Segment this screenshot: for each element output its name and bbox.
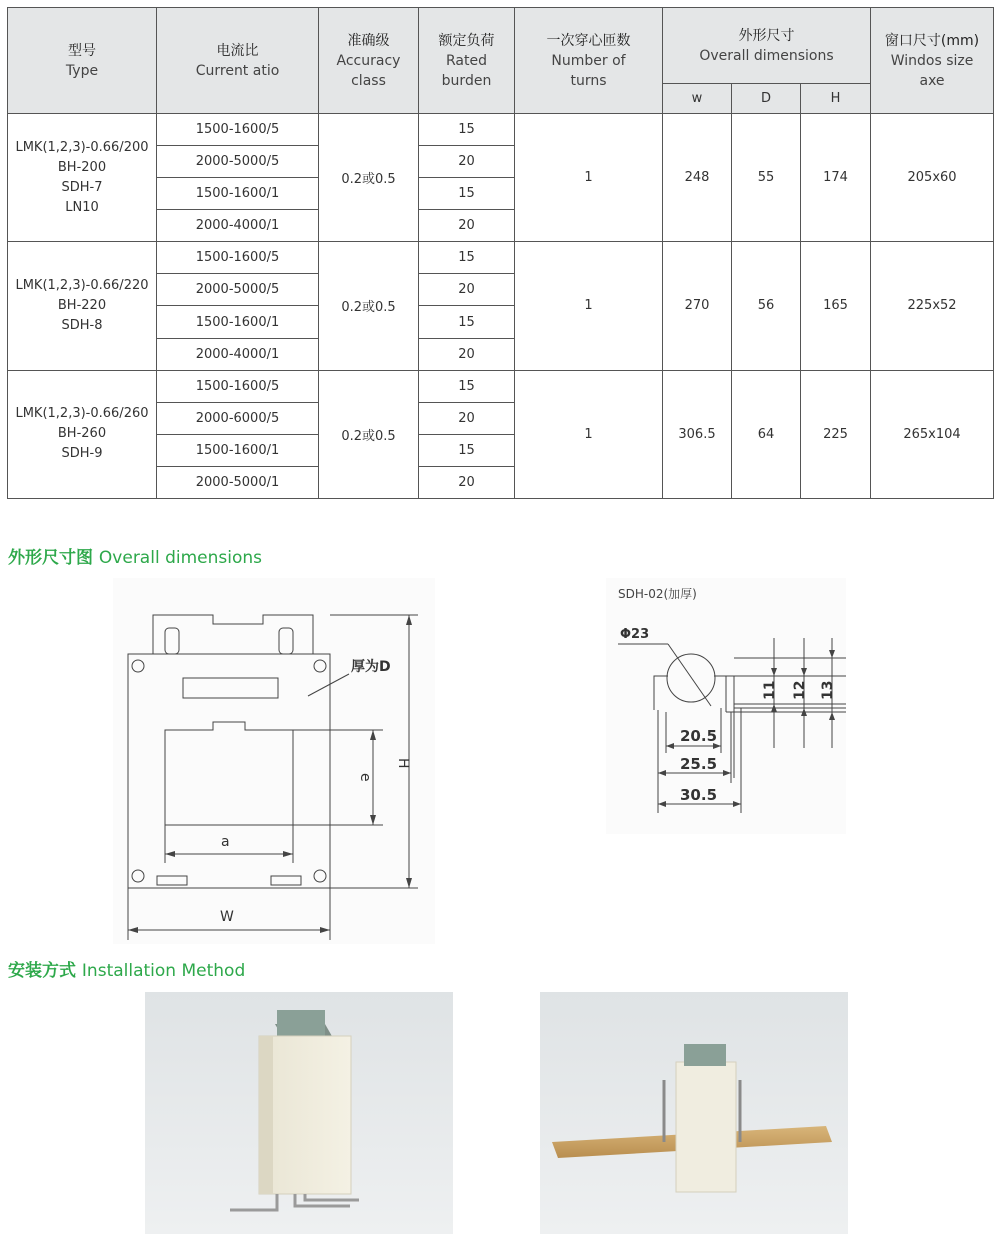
burden-cell: 20 [419,146,515,178]
d-cell: 56 [732,242,801,370]
type-cell: LMK(1,2,3)-0.66/200 BH-200 SDH-7 LN10 [8,114,157,242]
type-cell: LMK(1,2,3)-0.66/260 BH-260 SDH-9 [8,370,157,498]
burden-cell: 20 [419,274,515,306]
burden-cell: 15 [419,370,515,402]
ratio-cell: 2000-6000/5 [157,402,319,434]
h-cell: 225 [801,370,871,498]
turns-cell: 1 [515,242,663,370]
burden-cell: 20 [419,402,515,434]
header-w: w [663,84,732,114]
header-h: H [801,84,871,114]
turns-cell: 1 [515,370,663,498]
header-turns: 一次穿心匝数 Number of turns [515,8,663,114]
ratio-cell: 1500-1600/1 [157,178,319,210]
type-cell: LMK(1,2,3)-0.66/220 BH-220 SDH-8 [8,242,157,370]
ratio-cell: 1500-1600/5 [157,114,319,146]
front-view-drawing [113,578,435,944]
dim-30-5: 30.5 [680,786,718,804]
height-label: H [395,758,411,769]
ratio-cell: 2000-5000/1 [157,466,319,498]
w-cell: 248 [663,114,732,242]
dim-12: 12 [792,680,808,700]
installation-photo-busbar-mount [540,992,848,1234]
ratio-cell: 2000-5000/5 [157,274,319,306]
dim-13: 13 [820,680,836,700]
header-d: D [732,84,801,114]
burden-cell: 20 [419,210,515,242]
h-cell: 165 [801,242,871,370]
turns-cell: 1 [515,114,663,242]
a-label: a [221,834,230,850]
ratio-cell: 1500-1600/1 [157,306,319,338]
ratio-cell: 1500-1600/1 [157,434,319,466]
window-cell: 265x104 [871,370,994,498]
installation-section-title: 安装方式 Installation Method [8,961,246,981]
table-row [8,242,994,274]
burden-cell: 20 [419,338,515,370]
d-cell: 55 [732,114,801,242]
header-type: 型号 Type [8,8,157,114]
burden-cell: 15 [419,178,515,210]
dim-11: 11 [762,680,778,700]
accuracy-cell: 0.2或0.5 [319,114,419,242]
window-cell: 225x52 [871,242,994,370]
w-cell: 306.5 [663,370,732,498]
table-row [8,370,994,402]
width-label: W [220,909,234,925]
accuracy-cell: 0.2或0.5 [319,370,419,498]
installation-photo-terminal-mount [145,992,453,1234]
dim-20-5: 20.5 [680,727,718,745]
burden-cell: 15 [419,114,515,146]
diameter-label: Φ23 [620,627,650,642]
sdh-02-section-drawing [606,578,846,834]
w-cell: 270 [663,242,732,370]
header-accuracy: 准确级 Accuracy class [319,8,419,114]
burden-cell: 15 [419,242,515,274]
ratio-cell: 1500-1600/5 [157,242,319,274]
ratio-cell: 1500-1600/5 [157,370,319,402]
accuracy-cell: 0.2或0.5 [319,242,419,370]
header-current-ratio: 电流比 Current atio [157,8,319,114]
burden-cell: 15 [419,434,515,466]
burden-cell: 20 [419,466,515,498]
spec-table [7,7,994,499]
header-window-size: 窗口尺寸(mm) Windos size axe [871,8,994,114]
burden-cell: 15 [419,306,515,338]
h-cell: 174 [801,114,871,242]
table-row [8,114,994,146]
ratio-cell: 2000-4000/1 [157,338,319,370]
header-overall-dimensions: 外形尺寸 Overall dimensions [663,8,871,84]
ratio-cell: 2000-5000/5 [157,146,319,178]
dimensions-section-title: 外形尺寸图 Overall dimensions [8,548,262,568]
e-label: e [357,773,373,782]
thickness-label: 厚为D [351,659,391,675]
dim-25-5: 25.5 [680,755,718,773]
window-cell: 205x60 [871,114,994,242]
sdh-02-title: SDH-02(加厚) [618,587,697,601]
d-cell: 64 [732,370,801,498]
ratio-cell: 2000-4000/1 [157,210,319,242]
header-rated-burden: 额定负荷 Rated burden [419,8,515,114]
